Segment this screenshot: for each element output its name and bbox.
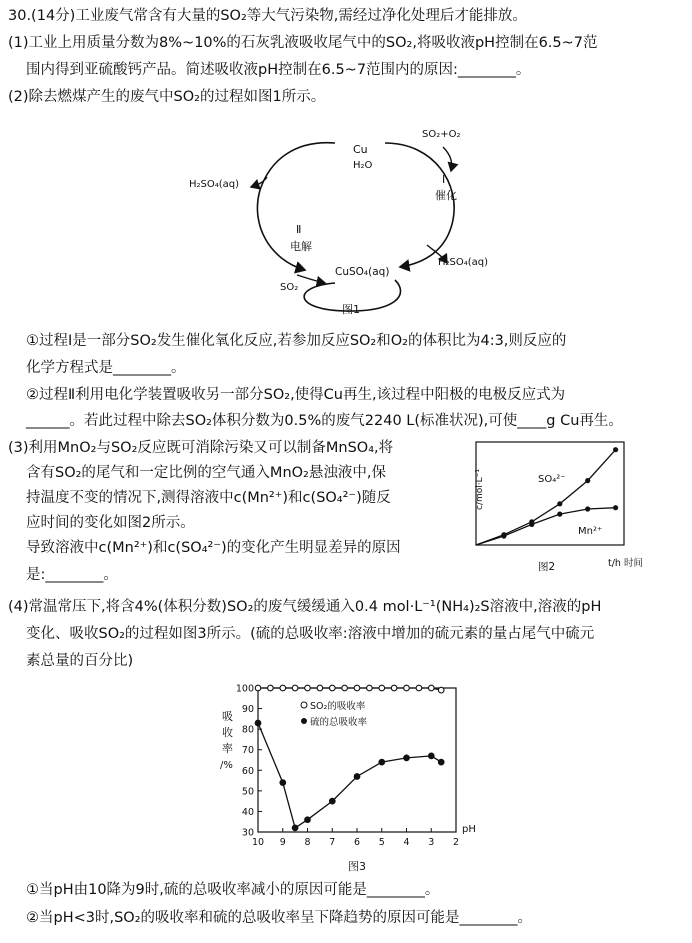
part3-line4: 应时间的变化如图2所示。 (26, 515, 195, 531)
fig3-point-1-0 (255, 720, 261, 726)
figure-1-caption: 图1 (342, 303, 360, 316)
fig3-ytick-label: 40 (241, 806, 254, 818)
fig3-xtick-label: 3 (428, 837, 435, 848)
fig3-xlabel: pH (462, 824, 476, 835)
cycle-arc-right (385, 143, 454, 267)
fig3-series-line-1 (258, 723, 441, 828)
fig3-xtick-label: 2 (452, 837, 460, 848)
part2-q1-line2: 化学方程式是________。 (26, 360, 186, 376)
fig3-xtick-label: 8 (304, 837, 311, 848)
fig2-point-0-3 (585, 478, 590, 483)
part4-line1: (4)常温常压下,将含4%(体积分数)SO₂的废气缓缓通入0.4 mol·L⁻¹(NH₄)₂S溶液中,溶液的pH (8, 599, 602, 615)
label-h2o: H₂O (353, 160, 373, 171)
fig3-point-1-6 (379, 759, 385, 765)
fig3-ytick-label: 60 (241, 765, 254, 777)
part2-intro: (2)除去燃煤产生的废气中SO₂的过程如图1所示。 (8, 89, 326, 105)
part2-q1-line1: ①过程Ⅰ是一部分SO₂发生催化氧化反应,若参加反应SO₂和O₂的体积比为4:3,则反应的 (26, 333, 567, 349)
fig2-label-so4: SO₄²⁻ (538, 474, 566, 485)
fig3-ylabel-3: 率 (222, 742, 233, 755)
label-step1: Ⅰ (442, 173, 446, 186)
fig3-point-0-6 (330, 685, 336, 691)
fig3-ylabel-1: 吸 (222, 710, 233, 723)
fig3-point-0-4 (305, 685, 311, 691)
fig3-point-1-7 (404, 755, 410, 761)
fig3-point-0-1 (268, 685, 274, 691)
fig2-ylabel: c/mol·L⁻¹ (475, 469, 485, 510)
fig2-point-0-2 (557, 501, 562, 506)
label-cuso4: CuSO₄(aq) (335, 266, 390, 278)
fig3-ylabel-2: 收 (222, 726, 233, 739)
fig3-point-1-1 (280, 780, 286, 786)
fig3-point-0-12 (404, 685, 410, 691)
label-h2so4-right: H₂SO₄(aq) (438, 257, 489, 268)
fig3-legend-open-marker (301, 702, 307, 708)
fig3-point-0-0 (255, 685, 261, 691)
fig3-ytick-label: 50 (241, 786, 254, 798)
arrow-so2o2 (443, 147, 452, 171)
fig3-legend-so2: SO₂的吸收率 (310, 701, 366, 712)
fig3-point-0-14 (429, 685, 435, 691)
figure-3-chart (200, 680, 500, 876)
fig3-point-0-8 (354, 685, 360, 691)
fig3-point-1-4 (330, 798, 336, 804)
fig3-point-0-10 (379, 685, 385, 691)
fig2-point-0-4 (613, 447, 618, 452)
fig3-point-0-3 (292, 685, 298, 691)
label-catalyze: 催化 (435, 189, 457, 202)
part4-line3: 素总量的百分比) (26, 653, 134, 669)
fig3-point-0-13 (416, 685, 422, 691)
fig3-point-0-9 (367, 685, 373, 691)
figure-1-diagram (185, 115, 525, 325)
fig2-point-1-2 (557, 512, 562, 517)
fig3-xtick-label: 6 (353, 837, 361, 848)
fig3-point-0-11 (391, 685, 397, 691)
fig3-xtick-label: 7 (329, 837, 336, 848)
fig3-point-0-7 (342, 685, 348, 691)
fig3-ytick-label: 80 (241, 724, 254, 736)
question-header: 30.(14分)工业废气常含有大量的SO₂等大气污染物,需经过净化处理后才能排放。 (8, 8, 527, 24)
part3-line6: 是:________。 (26, 567, 118, 583)
fig3-ylabel-4: /% (220, 760, 233, 771)
fig3-ytick-label: 70 (241, 745, 254, 757)
fig2-xlabel: t/h 时间 (608, 558, 643, 569)
figure-2-chart (448, 440, 658, 580)
part3-line2: 含有SO₂的尾气和一定比例的空气通入MnO₂悬浊液中,保 (26, 465, 386, 481)
label-h2so4-left: H₂SO₄(aq) (189, 179, 240, 190)
part4-line2: 变化、吸收SO₂的过程如图3所示。(硫的总吸收率:溶液中增加的硫元素的量占尾气中硫元 (26, 626, 595, 642)
fig3-ytick-label: 90 (241, 704, 254, 716)
fig3-point-1-3 (305, 817, 311, 823)
fig2-caption: 图2 (538, 561, 556, 573)
fig3-xtick-label: 10 (251, 837, 265, 848)
label-so2o2: SO₂+O₂ (422, 129, 461, 140)
fig2-label-mn: Mn²⁺ (578, 526, 603, 537)
part1-line1: (1)工业上用质量分数为8%~10%的石灰乳液吸收尾气中的SO₂,将吸收液pH控制在6.5~7范 (8, 35, 598, 51)
fig2-point-1-3 (585, 506, 590, 511)
fig3-point-0-5 (317, 685, 323, 691)
fig2-point-1-4 (613, 505, 618, 510)
part2-q2-line1: ②过程Ⅱ利用电化学装置吸收另一部分SO₂,使得Cu再生,该过程中阳极的电极反应式为 (26, 387, 566, 403)
label-so2: SO₂ (280, 282, 299, 293)
part3-line1: (3)利用MnO₂与SO₂反应既可消除污染又可以制备MnSO₄,将 (8, 440, 394, 456)
label-electrolysis: 电解 (290, 240, 312, 253)
label-cu: Cu (353, 143, 368, 156)
fig3-point-1-8 (429, 753, 435, 759)
fig3-caption: 图3 (348, 860, 366, 873)
part3-line5: 导致溶液中c(Mn²⁺)和c(SO₄²⁻)的变化产生明显差异的原因 (26, 540, 401, 556)
fig3-xtick-label: 5 (378, 837, 385, 848)
part4-q2: ②当pH<3时,SO₂的吸收率和硫的总吸收率呈下降趋势的原因可能是________。 (26, 910, 533, 926)
part3-line3: 持温度不变的情况下,测得溶液中c(Mn²⁺)和c(SO₄²⁻)随反 (26, 490, 391, 506)
fig3-legend-filled-marker (301, 718, 307, 724)
fig3-point-0-15 (438, 687, 444, 693)
label-step2: Ⅱ (296, 223, 302, 236)
fig3-ytick-label: 100 (235, 683, 254, 695)
fig3-xtick-label: 9 (279, 837, 286, 848)
part1-line2: 围内得到亚硫酸钙产品。简述吸收液pH控制在6.5~7范围内的原因:________。 (26, 62, 531, 78)
fig3-point-1-5 (354, 774, 360, 780)
part2-q2-line2: ______。若此过程中除去SO₂体积分数为0.5%的废气2240 L(标准状况),可使____g Cu再生。 (26, 413, 623, 429)
fig3-legend-sulfur: 硫的总吸收率 (310, 717, 368, 728)
fig2-point-1-1 (529, 522, 534, 527)
fig3-point-0-2 (280, 685, 286, 691)
fig3-point-1-2 (292, 825, 298, 831)
fig3-xtick-label: 4 (403, 837, 410, 848)
fig3-point-1-9 (438, 759, 444, 765)
arrow-so2-in (297, 275, 325, 283)
fig3-ytick-label: 30 (241, 827, 254, 839)
part4-q1: ①当pH由10降为9时,硫的总吸收率减小的原因可能是________。 (26, 882, 440, 898)
fig2-point-1-0 (501, 533, 506, 538)
